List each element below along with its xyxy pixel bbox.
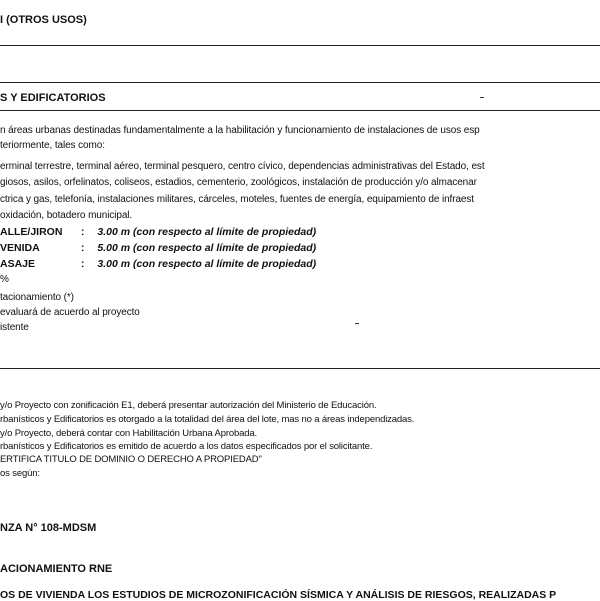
retiro-avenida: [0, 242, 600, 254]
divider-3: [0, 110, 600, 111]
paragraph-line: ctrica y gas, telefonía, instalaciones militares, cárceles, moteles, fuentes de energía, equipamiento de infraest: [0, 194, 474, 205]
retiro-calle: [0, 226, 600, 238]
existente-line: istente: [0, 322, 29, 333]
ordenanza-line: NZA N° 108-MDSM: [0, 522, 97, 534]
paragraph-line: oxidación, botadero municipal.: [0, 210, 133, 221]
divider-4: [0, 368, 600, 369]
estacionamiento-line: tacionamiento (*): [0, 292, 74, 303]
retiro-separator: :: [80, 226, 85, 238]
estacionamiento-rne: ACIONAMIENTO RNE: [0, 563, 113, 575]
note-line: rbanísticos y Edificatorios es emitido de acuerdo a los datos especificados por el solicitante.: [0, 441, 373, 452]
note-line: y/o Proyecto con zonificación E1, deberá presentar autorización del Ministerio de Educación.: [0, 400, 377, 411]
paragraph-line: teriormente, tales como:: [0, 140, 105, 151]
evaluacion-line: evaluará de acuerdo al proyecto: [0, 307, 140, 318]
scan-mark: [480, 97, 484, 98]
area-libre: %: [0, 274, 9, 285]
retiro-label: ALLE/JIRON: [0, 226, 63, 238]
retiro-value: 3.00 m (con respecto al límite de propiedad): [97, 258, 317, 270]
note-line: rbanísticos y Edificatorios es otorgado a la totalidad del área del lote, mas no a áreas independizadas.: [0, 414, 415, 425]
retiro-separator: :: [80, 242, 85, 254]
zone-heading: I (OTROS USOS): [0, 14, 87, 26]
bottom-cut-line: OS DE VIVIENDA LOS ESTUDIOS DE MICROZONIFICACIÓN SÍSMICA Y ANÁLISIS DE RIESGOS, REALIZADAS P: [0, 589, 557, 601]
divider-2: [0, 82, 600, 83]
divider-1: [0, 45, 600, 46]
paragraph-line: erminal terrestre, terminal aéreo, terminal pesquero, centro cívico, dependencias administrativas del Estado, est: [0, 161, 485, 172]
retiro-value: 3.00 m (con respecto al límite de propiedad): [97, 226, 317, 238]
retiro-label: ASAJE: [0, 258, 36, 270]
note-line: os según:: [0, 468, 40, 479]
retiro-pasaje: [0, 258, 600, 270]
retiro-separator: :: [80, 258, 85, 270]
section-title: S Y EDIFICATORIOS: [0, 92, 106, 104]
paragraph-line: n áreas urbanas destinadas fundamentalmente a la habilitación y funcionamiento de instalaciones de usos esp: [0, 125, 480, 136]
retiro-label: VENIDA: [0, 242, 40, 254]
retiro-value: 5.00 m (con respecto al límite de propiedad): [97, 242, 317, 254]
note-line: y/o Proyecto, deberá contar con Habilitación Urbana Aprobada.: [0, 428, 258, 439]
paragraph-line: giosos, asilos, orfelinatos, coliseos, estadios, cementerio, zoológicos, instalación de producción y/o almacenar: [0, 177, 477, 188]
note-line: ERTIFICA TITULO DE DOMINIO O DERECHO A PROPIEDAD": [0, 454, 262, 465]
